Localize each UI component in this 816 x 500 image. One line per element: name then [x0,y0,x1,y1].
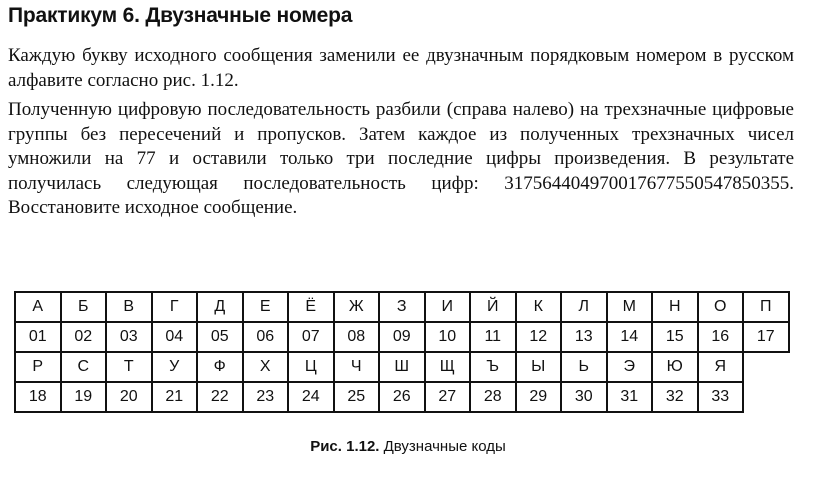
letter-cell: Ю [652,352,698,382]
letter-cell: Ц [288,352,334,382]
empty-cell [743,382,789,412]
code-cell: 13 [561,322,607,352]
paragraph-1: Каждую букву исходного сообщения заменили ее двузначным порядковым номером в русском алфавите согласно рис. 1.12. [8,45,794,91]
page-title: Практикум 6. Двузначные номера [8,4,353,27]
code-cell: 26 [379,382,425,412]
code-cell: 02 [61,322,107,352]
letter-cell: С [61,352,107,382]
table-row [15,352,789,382]
code-cell: 12 [516,322,562,352]
letter-cell: В [106,292,152,322]
code-cell: 09 [379,322,425,352]
letter-cell: П [743,292,789,322]
letter-cell: У [152,352,198,382]
code-cell: 11 [470,322,516,352]
letter-cell: Ь [561,352,607,382]
letter-cell: Б [61,292,107,322]
letter-cell: А [15,292,61,322]
code-cell: 10 [425,322,471,352]
code-cell: 05 [197,322,243,352]
letter-cell: О [698,292,744,322]
code-cell: 21 [152,382,198,412]
letter-cell: Н [652,292,698,322]
code-cell: 04 [152,322,198,352]
table-row [15,322,789,352]
letter-cell: Е [243,292,289,322]
code-cell: 29 [516,382,562,412]
letter-cell: Ш [379,352,425,382]
code-cell: 15 [652,322,698,352]
letter-cell: Ж [334,292,380,322]
letter-cell: Г [152,292,198,322]
code-cell: 33 [698,382,744,412]
code-cell: 16 [698,322,744,352]
letter-cell: Т [106,352,152,382]
code-cell: 31 [607,382,653,412]
letter-cell: Ы [516,352,562,382]
letter-cell: Я [698,352,744,382]
code-cell: 01 [15,322,61,352]
code-cell: 23 [243,382,289,412]
code-cell: 25 [334,382,380,412]
letter-cell: Л [561,292,607,322]
letter-cell: Ъ [470,352,516,382]
letter-cell: Х [243,352,289,382]
code-cell: 06 [243,322,289,352]
code-cell: 03 [106,322,152,352]
letter-code-table [14,291,790,413]
letter-cell: Щ [425,352,471,382]
letter-cell: К [516,292,562,322]
caption-text: Двузначные коды [379,438,506,455]
code-cell: 18 [15,382,61,412]
empty-cell [743,352,789,382]
letter-cell: Э [607,352,653,382]
letter-cell: З [379,292,425,322]
paragraph-2: Полученную цифровую последовательность разбили (справа налево) на трехзначные цифровые группы без пересечений и пропусков. Затем каждое из полученных трехзначных чисел умножили на 77 и оставили только три последние цифры произведения. В результате получилась следующая последовательность цифр: 317564404970017677550547850355. Восстановите исходное сообщение. [8,99,794,218]
caption-label: Рис. 1.12. [310,438,380,455]
code-cell: 24 [288,382,334,412]
letter-cell: Ё [288,292,334,322]
letter-cell: И [425,292,471,322]
figure-caption [0,438,816,455]
code-cell: 27 [425,382,471,412]
code-cell: 08 [334,322,380,352]
letter-cell: Р [15,352,61,382]
code-cell: 19 [61,382,107,412]
code-cell: 07 [288,322,334,352]
table-row [15,382,789,412]
letter-cell: Ч [334,352,380,382]
code-cell: 20 [106,382,152,412]
table-row [15,292,789,322]
code-cell: 28 [470,382,516,412]
code-cell: 14 [607,322,653,352]
code-cell: 32 [652,382,698,412]
letter-cell: М [607,292,653,322]
code-cell: 17 [743,322,789,352]
letter-cell: Ф [197,352,243,382]
letter-cell: Д [197,292,243,322]
code-cell: 30 [561,382,607,412]
letter-cell: Й [470,292,516,322]
code-cell: 22 [197,382,243,412]
